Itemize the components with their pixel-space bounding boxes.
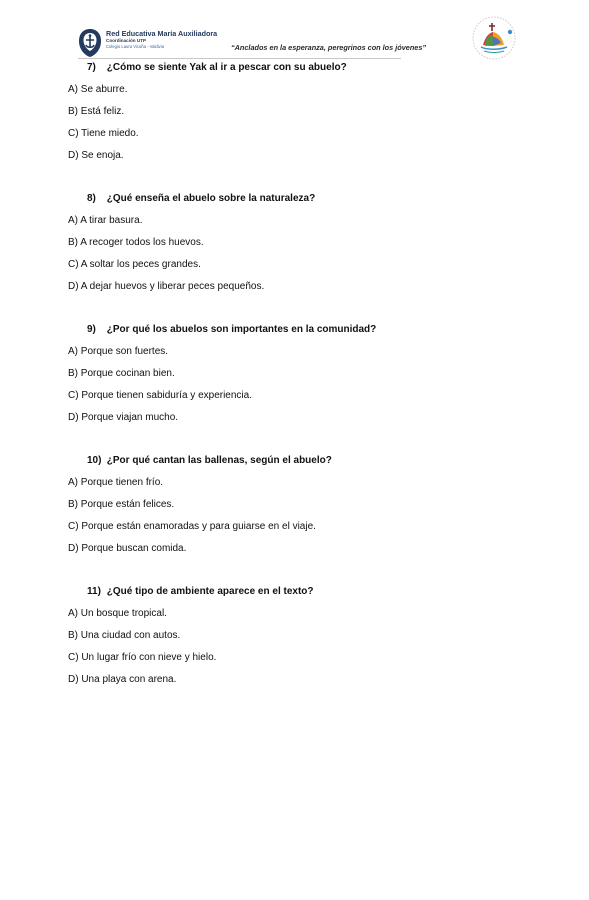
question-11	[87, 586, 314, 597]
question-number: 7)	[87, 62, 96, 73]
option-10b: B) Porque están felices.	[68, 499, 175, 510]
option-8b: B) A recoger todos los huevos.	[68, 237, 204, 248]
question-text: ¿Qué enseña el abuelo sobre la naturaleza?	[106, 193, 316, 204]
school-logo	[78, 28, 238, 60]
option-11a: A) Un bosque tropical.	[68, 608, 167, 619]
option-11b: B) Una ciudad con autos.	[68, 630, 181, 641]
department-name: Coordinación UTP	[106, 37, 147, 43]
org-name: Red Educativa María Auxiliadora	[106, 29, 218, 38]
header-divider	[78, 58, 401, 59]
motto-text: “Anclados en la esperanza, peregrinos con los jóvenes”	[231, 43, 427, 52]
question-7	[87, 62, 347, 73]
question-text: ¿Qué tipo de ambiente aparece en el texto?	[106, 586, 314, 597]
option-9a: A) Porque son fuertes.	[68, 346, 169, 357]
question-text: ¿Por qué los abuelos son importantes en la comunidad?	[106, 324, 377, 335]
page-header	[0, 0, 589, 62]
option-9d: D) Porque viajan mucho.	[68, 412, 179, 423]
school-name: Colegio Laura Vicuña - Valdivia	[106, 43, 165, 49]
option-10a: A) Porque tienen frío.	[68, 477, 164, 488]
jubilee-emblem-icon	[471, 15, 517, 61]
option-7b: B) Está feliz.	[68, 106, 125, 117]
option-7a: A) Se aburre.	[68, 84, 128, 95]
option-11d: D) Una playa con arena.	[68, 674, 177, 685]
question-number: 10)	[87, 455, 102, 466]
option-7d: D) Se enoja.	[68, 150, 124, 161]
option-7c: C) Tiene miedo.	[68, 128, 139, 139]
option-9b: B) Porque cocinan bien.	[68, 368, 175, 379]
question-number: 9)	[87, 324, 96, 335]
option-8c: C) A soltar los peces grandes.	[68, 259, 201, 270]
question-number: 11)	[87, 586, 101, 597]
option-10d: D) Porque buscan comida.	[68, 543, 187, 554]
option-10c: C) Porque están enamoradas y para guiarse en el viaje.	[68, 521, 316, 532]
option-8d: D) A dejar huevos y liberar peces pequeños.	[68, 281, 265, 292]
question-text: ¿Por qué cantan las ballenas, según el abuelo?	[106, 455, 332, 466]
anchor-emblem-icon	[78, 28, 102, 58]
option-9c: C) Porque tienen sabiduría y experiencia.	[68, 390, 252, 401]
question-10	[87, 455, 332, 466]
question-text: ¿Cómo se siente Yak al ir a pescar con su abuelo?	[106, 62, 347, 73]
option-8a: A) A tirar basura.	[68, 215, 143, 226]
question-8	[87, 193, 315, 204]
option-11c: C) Un lugar frío con nieve y hielo.	[68, 652, 217, 663]
question-number: 8)	[87, 193, 96, 204]
question-9	[87, 324, 376, 335]
